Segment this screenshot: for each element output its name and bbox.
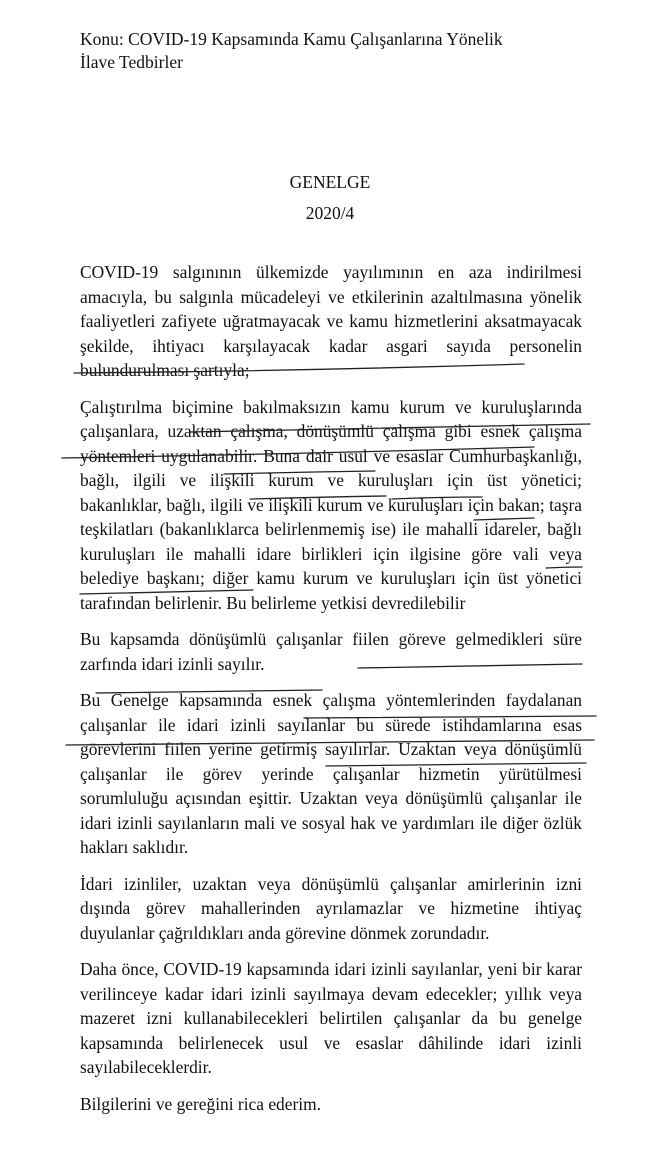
paragraph-6: Daha önce, COVID-19 kapsamında idari izinli sayılanlar, yeni bir karar verilinceye kadar idari izinli sayılmaya devam edecekler; yıllık veya mazeret izni kullanabilecekleri belirtilen çalışanlar da bu genelge kapsamında belirlenecek usul ve esaslar dâhilinde idari izinli sayılabileceklerdir. (80, 959, 582, 1077)
paragraph-2: Çalıştırılma biçimine bakılmaksızın kamu kurum ve kuruluşlarında çalışanlara, uzaktan çalışma, dönüşümlü çalışma gibi esnek çalışma yöntemleri uygulanabilir. Buna dair usul ve esaslar Cumhurbaşkanlığı, bağlı, ilgili ve ilişkili kurum ve kuruluşları için üst yönetici; bakanlıklar, bağlı, ilgili ve ilişkili kurum ve kuruluşları için bakan; taşra teşkilatları (bakanlıklarca belirlenmemiş ise) ile mahalli idareler, bağlı kuruluşları ile mahalli idare birlikleri için ilgisine göre vali veya belediye başkanı; diğer kamu kurum ve kuruluşları için üst yönetici tarafından belirlenir. Bu belirleme yetkisi devredilebilir (80, 396, 582, 613)
paragraph-5: İdari izinliler, uzaktan veya dönüşümlü çalışanlar amirlerinin izni dışında görev mahallerinden ayrılamazlar ve hizmetine ihtiyaç duyulanlar çağrıldıkları anda görevine dönmek zorundadır. (80, 873, 582, 943)
subject-line-1: Konu: COVID-19 Kapsamında Kamu Çalışanlarına Yönelik (80, 29, 503, 49)
paragraph-7: Bilgilerini ve gereğini rica ederim. (80, 1093, 321, 1114)
subject-line-2: İlave Tedbirler (80, 52, 183, 72)
paragraph-4: Bu Genelge kapsamında esnek çalışma yöntemlerinden faydalanan çalışanlar ile idari izinli sayılanlar bu sürede istihdamlarına esas görevlerini fiilen yerine getirmiş sayılırlar. Uzaktan veya dönüşümlü çalışanlar ile görev yerinde çalışanlar hizmetin yürütülmesi sorumluluğu açısından eşittir. Uzaktan veya dönüşümlü çalışanlar ile idari izinli sayılanların mali ve sosyal hak ve yardımları ile diğer özlük hakları saklıdır. (80, 690, 582, 857)
paragraph-3: Bu kapsamda dönüşümlü çalışanlar fiilen göreve gelmedikleri süre zarfında idari izinli sayılır. (80, 629, 582, 674)
subject-line (80, 28, 580, 74)
paragraph-1: COVID-19 salgınının ülkemizde yayılımının en aza indirilmesi amacıyla, bu salgınla mücadeleyi ve etkilerinin azaltılmasına yönelik faaliyetleri zafiyete uğratmayacak ve kamu hizmetlerini aksatmayacak şekilde, ihtiyacı karşılayacak kadar asgari sayıda personelin bulundurulması şartıyla; (80, 262, 582, 380)
document-number: 2020/4 (305, 203, 355, 223)
document-title: GENELGE (289, 172, 371, 192)
document-body (80, 260, 582, 1116)
